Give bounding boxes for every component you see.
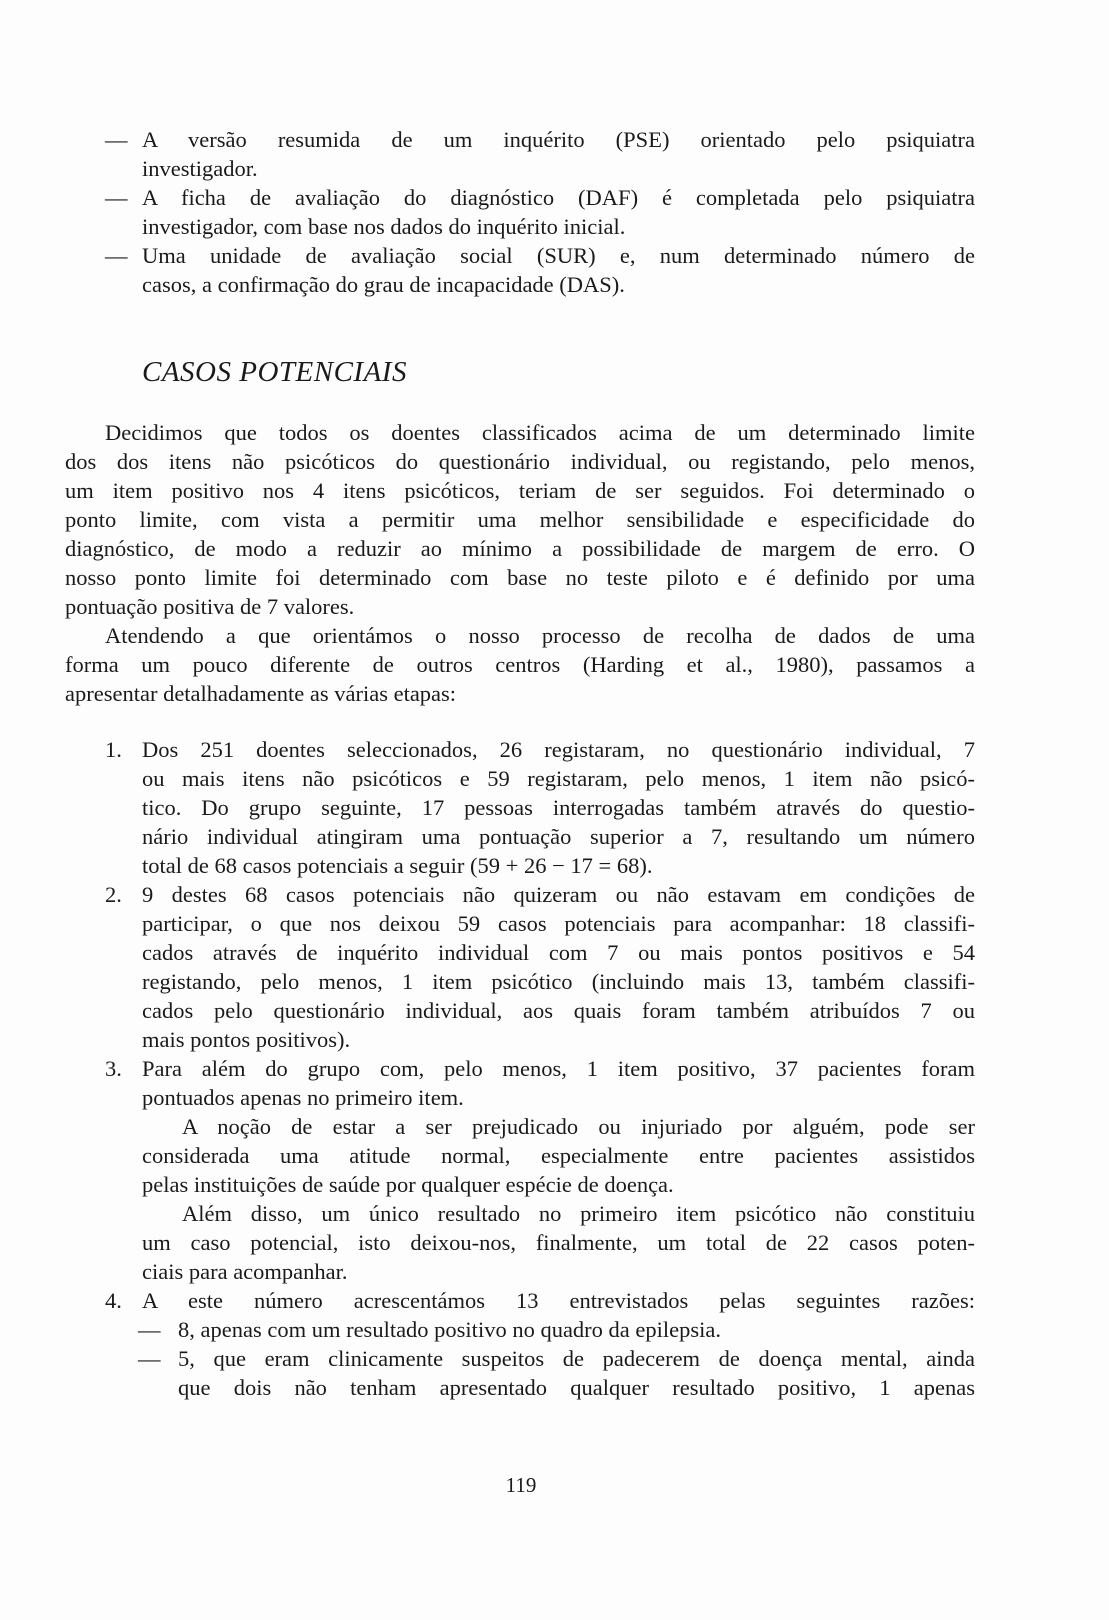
paragraph-line: pontuação positiva de 7 valores. — [65, 594, 355, 619]
list-item-line: cados pelo questionário individual, aos quais foram também atribuídos 7 ou — [142, 998, 975, 1023]
list-item-line: pontuados apenas no primeiro item. — [142, 1085, 464, 1110]
sub-item-line: 5, que eram clinicamente suspeitos de padecerem de doença mental, ainda — [178, 1346, 975, 1371]
list-item-line: Além disso, um único resultado no primeiro item psicótico não constituiu — [182, 1201, 975, 1226]
list-number: 3. — [105, 1056, 122, 1081]
list-item-line: pelas instituições de saúde por qualquer espécie de doença. — [142, 1172, 674, 1197]
paragraph-line: dos dos itens não psicóticos do questionário individual, ou registando, pelo menos, — [65, 449, 975, 474]
list-number: 2. — [105, 882, 122, 907]
list-item-line: ciais para acompanhar. — [142, 1259, 348, 1284]
dash-marker: — — [138, 1317, 161, 1342]
list-item-line: um caso potencial, isto deixou-nos, finalmente, um total de 22 casos poten- — [142, 1230, 975, 1255]
paragraph-line: apresentar detalhadamente as várias etapas: — [65, 681, 457, 706]
dash-marker: — — [105, 243, 128, 268]
list-item-line: cados através de inquérito individual com 7 ou mais pontos positivos e 54 — [142, 940, 975, 965]
dash-marker: — — [105, 127, 128, 152]
list-item-line: nário individual atingiram uma pontuação superior a 7, resultando um número — [142, 824, 975, 849]
list-item-line: ou mais itens não psicóticos e 59 registaram, pelo menos, 1 item não psicó- — [142, 766, 975, 791]
sub-item-line: que dois não tenham apresentado qualquer resultado positivo, 1 apenas — [178, 1375, 975, 1400]
paragraph-line: Atendendo a que orientámos o nosso processo de recolha de dados de uma — [105, 623, 975, 648]
list-item-line: mais pontos positivos). — [142, 1027, 351, 1052]
text-line: investigador, com base nos dados do inquérito inicial. — [142, 214, 626, 239]
dash-marker: — — [138, 1346, 161, 1371]
text-line: casos, a confirmação do grau de incapacidade (DAS). — [142, 272, 625, 297]
text-line: A ficha de avaliação do diagnóstico (DAF) é completada pelo psiquiatra — [142, 185, 975, 210]
list-number: 1. — [105, 737, 122, 762]
list-item-line: tico. Do grupo seguinte, 17 pessoas interrogadas também através do questio- — [142, 795, 975, 820]
list-item-line: participar, o que nos deixou 59 casos potenciais para acompanhar: 18 classifi- — [142, 911, 975, 936]
dash-marker: — — [105, 185, 128, 210]
paragraph-line: um item positivo nos 4 itens psicóticos, teriam de ser seguidos. Foi determinado o — [65, 478, 975, 503]
list-item-line: Para além do grupo com, pelo menos, 1 item positivo, 37 pacientes foram — [142, 1056, 975, 1081]
list-item-line: 9 destes 68 casos potenciais não quizeram ou não estavam em condições de — [142, 882, 975, 907]
paragraph-line: forma um pouco diferente de outros centros (Harding et al., 1980), passamos a — [65, 652, 975, 677]
list-item-line: A este número acrescentámos 13 entrevistados pelas seguintes razões: — [142, 1288, 975, 1313]
list-item-line: considerada uma atitude normal, especialmente entre pacientes assistidos — [142, 1143, 975, 1168]
sub-item-line: 8, apenas com um resultado positivo no quadro da epilepsia. — [178, 1317, 721, 1342]
section-heading: CASOS POTENCIAIS — [142, 356, 407, 388]
text-line: investigador. — [142, 156, 258, 181]
list-item-line: Dos 251 doentes seleccionados, 26 registaram, no questionário individual, 7 — [142, 737, 975, 762]
text-line: Uma unidade de avaliação social (SUR) e, num determinado número de — [142, 243, 975, 268]
page-number: 119 — [505, 1473, 537, 1497]
list-item-line: A noção de estar a ser prejudicado ou injuriado por alguém, pode ser — [182, 1114, 975, 1139]
list-item-line: registando, pelo menos, 1 item psicótico (incluindo mais 13, também classifi- — [142, 969, 975, 994]
paragraph-line: ponto limite, com vista a permitir uma melhor sensibilidade e especificidade do — [65, 507, 975, 532]
list-item-line: total de 68 casos potenciais a seguir (59 + 26 − 17 = 68). — [142, 853, 653, 878]
paragraph-line: nosso ponto limite foi determinado com base no teste piloto e é definido por uma — [65, 565, 975, 590]
paragraph-line: Decidimos que todos os doentes classificados acima de um determinado limite — [105, 420, 975, 445]
text-line: A versão resumida de um inquérito (PSE) orientado pelo psiquiatra — [142, 127, 975, 152]
list-number: 4. — [105, 1288, 122, 1313]
paragraph-line: diagnóstico, de modo a reduzir ao mínimo a possibilidade de margem de erro. O — [65, 536, 975, 561]
